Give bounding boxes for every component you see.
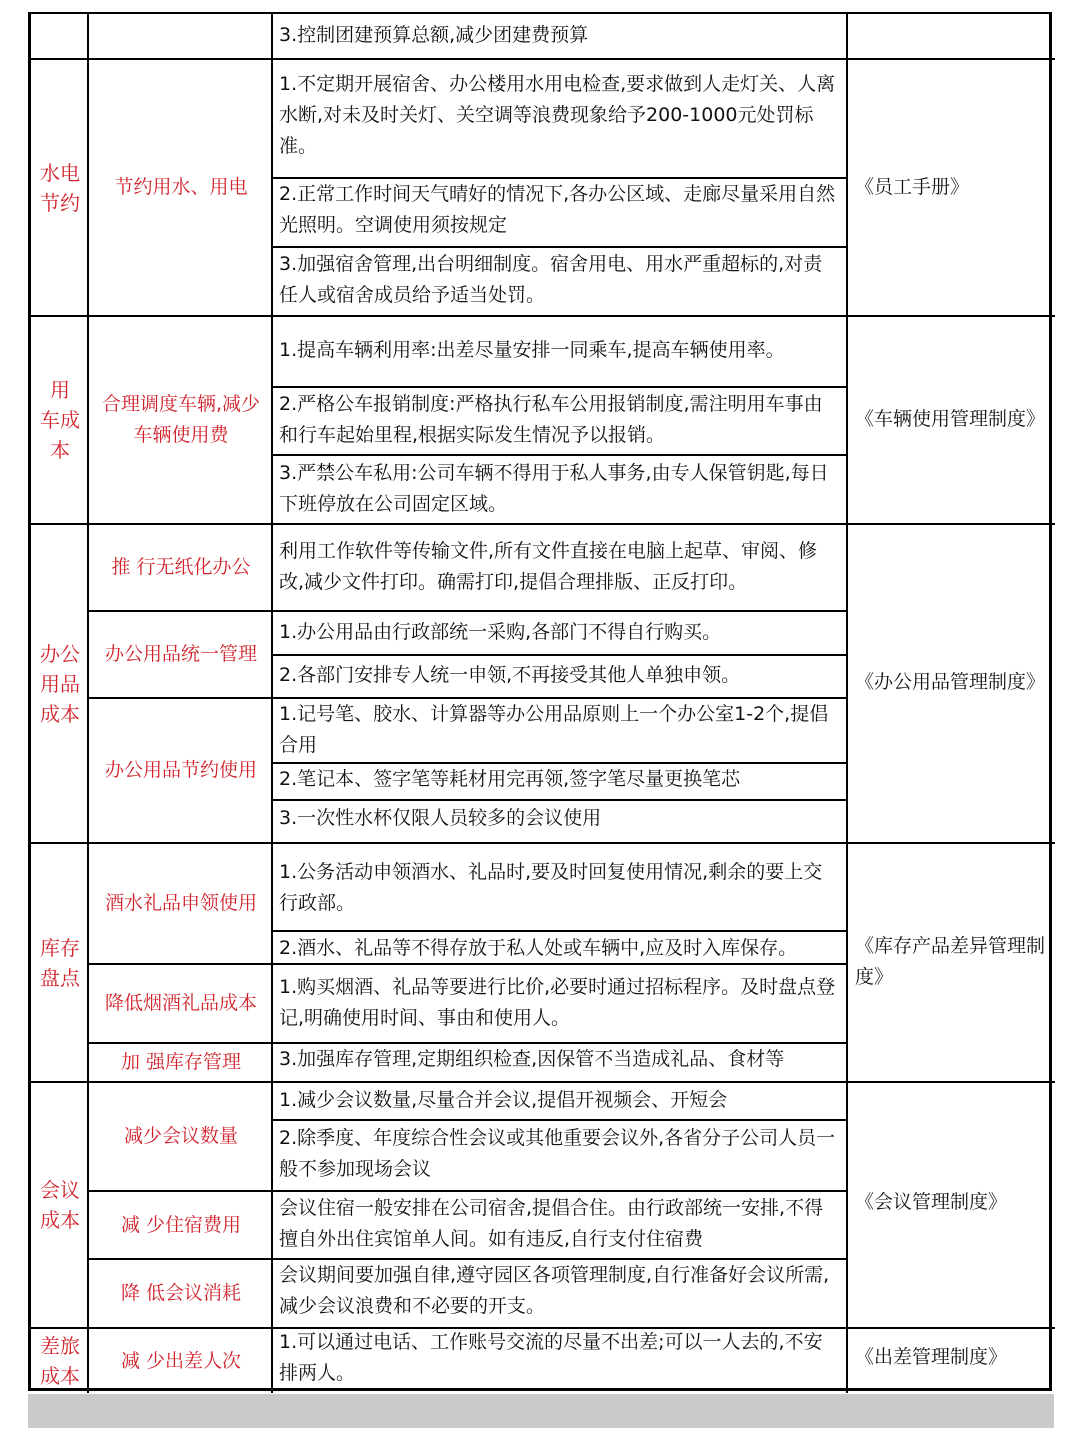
measure-text: 会议住宿一般安排在公司宿舍,提倡合住。由行政部统一安排,不得擅自外出住宾馆单人间。如有违反,自行支付住宿费 <box>279 1197 824 1250</box>
item-name: 办公用品节约使用 <box>104 759 257 781</box>
category-label: 用 车成本 <box>40 378 80 462</box>
regulation-ref: 《车辆使用管理制度》 <box>855 408 1046 430</box>
measure-text: 2.酒水、礼品等不得存放于私人处或车辆中,应及时入库保存。 <box>279 937 798 959</box>
item-name: 降 低会议消耗 <box>120 1282 242 1304</box>
item-name: 加 强库存管理 <box>120 1051 242 1073</box>
measure-text: 会议期间要加强自律,遵守园区各项管理制度,自行准备好会议所需,减少会议浪费和不必要的开支。 <box>279 1264 830 1317</box>
category-label: 会议成本 <box>40 1178 80 1232</box>
regulation-ref: 《员工手册》 <box>855 176 970 198</box>
regulation-ref: 《出差管理制度》 <box>855 1346 1008 1368</box>
measure-text: 1.不定期开展宿舍、办公楼用水用电检查,要求做到人走灯关、人离水断,对未及时关灯、关空调等浪费现象给予200-1000元处罚标准。 <box>279 73 836 157</box>
item-name: 办公用品统一管理 <box>104 643 257 665</box>
measure-text: 1.可以通过电话、工作账号交流的尽量不出差;可以一人去的,不安排两人。 <box>279 1331 823 1384</box>
item-name: 节约用水、用电 <box>114 176 248 198</box>
item-name: 推 行无纸化办公 <box>111 556 251 578</box>
measure-text: 2.正常工作时间天气晴好的情况下,各办公区域、走廊尽量采用自然光照明。空调使用须按规定 <box>279 183 836 236</box>
bottom-gray-bar <box>28 1394 1054 1428</box>
category-label: 办公用品成本 <box>40 641 80 726</box>
measure-text: 3.一次性水杯仅限人员较多的会议使用 <box>279 807 602 829</box>
measure-text: 1.减少会议数量,尽量合并会议,提倡开视频会、开短会 <box>279 1089 728 1111</box>
regulation-ref: 《会议管理制度》 <box>855 1191 1008 1213</box>
category-label: 水电节约 <box>40 160 80 215</box>
measure-text: 3.加强宿舍管理,出台明细制度。宿舍用电、用水严重超标的,对责任人或宿舍成员给予适当处罚。 <box>279 253 823 306</box>
measure-text: 3.加强库存管理,定期组织检查,因保管不当造成礼品、食材等 <box>279 1048 785 1070</box>
item-name: 酒水礼品申领使用 <box>104 892 257 914</box>
regulation-ref: 《库存产品差异管理制度》 <box>855 935 1046 988</box>
measure-text: 2.各部门安排专人统一申领,不再接受其他人单独申领。 <box>279 664 741 686</box>
item-name: 减 少出差人次 <box>120 1349 242 1372</box>
measure-text: 1.提高车辆利用率:出差尽量安排一同乘车,提高车辆使用率。 <box>279 339 785 361</box>
measure-text: 3.控制团建预算总额,减少团建费预算 <box>279 24 589 46</box>
regulation-ref: 《办公用品管理制度》 <box>855 671 1046 693</box>
item-name: 减 少住宿费用 <box>120 1213 242 1236</box>
measure-text: 2.严格公车报销制度:严格执行私车公用报销制度,需注明用车事由和行车起始里程,根据实际发生情况予以报销。 <box>279 393 823 446</box>
category-label: 差旅成本 <box>40 1334 80 1388</box>
measure-text: 1.办公用品由行政部统一采购,各部门不得自行购买。 <box>279 621 722 643</box>
item-name: 降低烟酒礼品成本 <box>104 992 257 1014</box>
measure-text: 1.购买烟酒、礼品等要进行比价,必要时通过招标程序。及时盘点登记,明确使用时间、事由和使用人。 <box>279 976 836 1029</box>
measure-text: 利用工作软件等传输文件,所有文件直接在电脑上起草、审阅、修改,减少文件打印。确需打印,提倡合理排版、正反打印。 <box>279 540 818 593</box>
measure-text: 3.严禁公车私用:公司车辆不得用于私人事务,由专人保管钥匙,每日下班停放在公司固定区域。 <box>279 462 829 515</box>
item-name: 减少会议数量 <box>123 1125 238 1147</box>
category-label: 库存盘点 <box>40 935 80 990</box>
measure-text: 1.记号笔、胶水、计算器等办公用品原则上一个办公室1-2个,提倡合用 <box>279 703 829 756</box>
measure-text: 2.除季度、年度综合性会议或其他重要会议外,各省分子公司人员一般不参加现场会议 <box>279 1127 836 1180</box>
measure-text: 2.笔记本、签字笔等耗材用完再领,签字笔尽量更换笔芯 <box>279 768 741 790</box>
measure-text: 1.公务活动申领酒水、礼品时,要及时回复使用情况,剩余的要上交行政部。 <box>279 861 823 914</box>
item-name: 合理调度车辆,减少车辆使用费 <box>101 393 261 446</box>
cost-control-table <box>28 12 1052 1391</box>
